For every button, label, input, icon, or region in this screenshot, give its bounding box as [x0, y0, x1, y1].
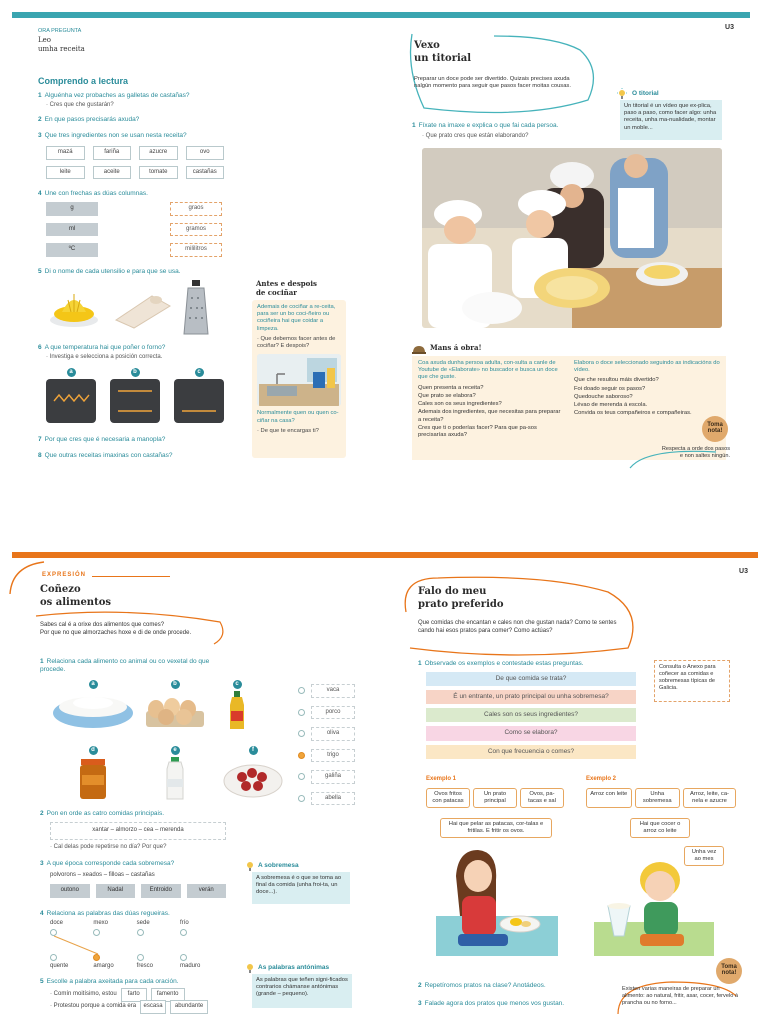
option-label: a [67, 368, 76, 377]
source-list [298, 684, 364, 805]
activity-2-intro: Elabora o doce seleccionado seguindo as indicacións do vídeo. [574, 360, 720, 374]
source-option[interactable] [298, 684, 364, 698]
source-label: abella [311, 792, 355, 806]
toma-nota-text: Respecta a orde dos pasos e non saltes ningún. [661, 446, 730, 459]
side-bullet-1: · Que debemos facer antes de cociñar? E despois? [257, 335, 336, 350]
page-title: Coñezo os alimentos [40, 584, 111, 608]
food-item-eggs[interactable] [142, 680, 208, 735]
activity-2-item: Quedouche saboroso? [574, 393, 633, 400]
food-label: f [249, 746, 258, 755]
page-title: Falo do meu prato preferido [418, 586, 504, 610]
example-1-bubbles [426, 788, 564, 808]
question-1: 1 Observade os exemplos e contestade estas preguntas. [418, 660, 584, 667]
match-point[interactable] [50, 954, 57, 961]
tip-title: O titorial [632, 90, 659, 97]
season-box[interactable]: Entroido [141, 884, 181, 898]
source-label: porco [311, 706, 355, 720]
ingredient-grid [46, 146, 224, 179]
speech-bubble: Ovos, pa-tacas e sal [520, 788, 564, 808]
food-label: d [89, 746, 98, 755]
food-item-honey[interactable] [50, 746, 136, 805]
example-2-bubbles [586, 788, 736, 808]
radio-icon [298, 709, 305, 716]
speech-bubble: Hai que cocer o arroz co leite [630, 818, 690, 838]
unit-left[interactable]: g [46, 202, 98, 216]
word-top: mexo [93, 920, 108, 926]
top-bar [12, 12, 750, 18]
word-option[interactable]: famento [151, 988, 185, 1002]
seasons-row [50, 884, 226, 898]
option-label: c [195, 368, 204, 377]
question-6: 6 A que temperatura hai que poñer o forno? [38, 344, 166, 351]
radio-icon [298, 773, 305, 780]
oven-heat-icon [46, 379, 96, 423]
radio-icon [298, 752, 305, 759]
cooking-photo [422, 148, 722, 328]
oil-bottle-icon [222, 691, 252, 731]
side-text-1: Ademais de cociñar a re-ceita, para ser un bo coci-ñeiro ou cociñeira hai que coidar a limpeza. [257, 304, 336, 332]
page-1 [30, 22, 360, 492]
page-number: U3 [725, 24, 734, 31]
section-heading: Comprendo a lectura [38, 76, 129, 86]
activity-column-2 [574, 360, 720, 418]
oven-option-a[interactable] [46, 368, 96, 423]
activity-1-intro: Coa axuda dunha persoa adulta, con-sulta a canle de Youtube de «Elaborate» no buscador e busca un doce que che guste. [418, 360, 558, 381]
activity-2-item: Foi doado seguir os pasos? [574, 385, 646, 392]
food-label: b [171, 680, 180, 689]
sentence-2 [50, 1000, 208, 1014]
sentence-text: · Comín moitísimo, estou [50, 991, 117, 997]
eggs-icon [142, 691, 208, 731]
guide-question: Cales son os seus ingredientes? [426, 708, 636, 722]
guide-question: Con que frecuencia o comes? [426, 745, 636, 759]
question-6-sub: · Investiga e selecciona a posición correcta. [46, 354, 163, 360]
season-box[interactable]: verán [187, 884, 227, 898]
side-text-2: Normalmente quen ou quen co-ciñar na casa? [257, 410, 339, 424]
source-label: oliva [311, 727, 355, 741]
question-4: 4 Une con frechas as dúas columnas. [38, 190, 148, 197]
word-option[interactable]: abundante [170, 1000, 208, 1014]
question-1: 1 Alguénha vez probaches as galletas de castañas? [38, 92, 190, 99]
radio-icon [298, 687, 305, 694]
tip-icon [616, 88, 628, 100]
radio-icon [298, 795, 305, 802]
word-option[interactable]: farto [121, 988, 147, 1002]
activity-2-item: Que che resultou máis divertido? [574, 377, 659, 384]
section-tag: ORA PREGUNTA [38, 28, 82, 34]
question-2: 2 En que pasos precisarás axuda? [38, 116, 140, 123]
page-title: Vexo un titorial [414, 40, 472, 64]
tip-1-icon [244, 860, 256, 872]
speech-bubble: Un prato principal [473, 788, 517, 808]
food-label: e [171, 746, 180, 755]
question-2-sub: · Cal delas pode repetirse no día? Por que? [50, 844, 167, 850]
match-point[interactable] [93, 954, 100, 961]
word-option[interactable]: escasa [140, 1000, 166, 1014]
activity-2-item: Lévao de merenda á escola. [574, 402, 648, 409]
source-option[interactable] [298, 749, 364, 763]
season-box[interactable]: Nadal [96, 884, 136, 898]
honey-jar-icon [50, 757, 136, 801]
question-2: 2 Pon en orde as catro comidas principais. [40, 810, 165, 817]
guide-question: É un entrante, un prato principal ou unha sobremesa? [426, 690, 636, 704]
word-bottom: fresco [136, 963, 153, 969]
unit-left[interactable]: ml [46, 223, 98, 237]
oven-options [46, 368, 226, 428]
source-option[interactable] [298, 727, 364, 741]
girl-illustration [436, 846, 558, 956]
tip-2-icon [244, 962, 256, 974]
speech-bubble: Hai que pelar as patacas, cor-talas e fritilas. E fritir os ovos. [440, 818, 552, 838]
question-4: 4 Relaciona as palabras das dúas regueiras. [40, 910, 170, 917]
ingredient-box[interactable]: leite [46, 166, 85, 180]
side-panel [252, 300, 346, 458]
activity-1-item: Que prato se elabora? [418, 392, 476, 399]
juicer-image [46, 284, 102, 332]
bottom-bar [12, 552, 758, 558]
activity-1-item: Cales son os seus ingredientes? [418, 401, 502, 408]
hands-on-icon [412, 344, 426, 354]
question-list [426, 672, 636, 759]
word-bottom: maduro [179, 963, 201, 969]
milk-bottle-icon [142, 757, 208, 801]
question-1-sub: · Que prato cres que están elaborando? [422, 133, 529, 139]
oven-heat-icon [174, 379, 224, 423]
source-label: vaca [311, 684, 355, 698]
ingredient-box[interactable]: aceite [93, 166, 132, 180]
word-bottom: amargo [93, 963, 114, 969]
meals-box[interactable]: xantar – almorzo – cea – merenda [50, 822, 226, 840]
activity-1-item: Ademais dos ingredientes, que necesitas para preparar a receita? [418, 409, 561, 423]
example-1-label: Exemplo 1 [426, 776, 457, 782]
speech-bubble: Ovos fritos con patacas [426, 788, 470, 808]
chorizo-plate-icon [222, 757, 284, 801]
source-option[interactable] [298, 792, 364, 806]
page-2 [398, 22, 738, 492]
question-5: 5 Escolle a palabra axeitada para cada oración. [40, 978, 179, 985]
speech-bubble: Arroz, leite, ca-nela e azucre [683, 788, 736, 808]
tip-box [620, 100, 722, 140]
ingredient-box[interactable]: mazá [46, 146, 85, 160]
intro-text: Sabes cal é a orixe dos alimentos que comes? Por que no que almorzaches hoxe e di de onde procede. [40, 622, 192, 636]
intro-text: Que comidas che encantan e cales non che gustan nada? Como te sentes cando hai esos pratos para comer? Como actúas? [418, 620, 617, 634]
page-4 [398, 562, 748, 1018]
food-label: a [89, 680, 98, 689]
page-number: U3 [739, 568, 748, 575]
word-bottom: quente [50, 963, 69, 969]
desserts-list: polvorons – xeados – filloas – castañas [50, 872, 155, 878]
ingredient-box[interactable]: ovo [186, 146, 225, 160]
activity-1-item: Cres que ti o poderías facer? Para que pa-sos precisarías axuda? [418, 424, 537, 439]
activity-column-1 [418, 360, 564, 439]
tip-text: Un titorial é un vídeo que ex-plica, paso a paso, como facer algo: unha receita, unha ma-nualidade, montar un moble... [624, 103, 717, 131]
oven-option-c[interactable] [174, 368, 224, 423]
match-point[interactable] [180, 929, 187, 936]
option-label: b [131, 368, 140, 377]
units-left-column [46, 202, 98, 257]
boy-illustration [594, 856, 714, 956]
match-point[interactable] [137, 954, 144, 961]
speech-bubble: Unha sobremesa [635, 788, 681, 808]
question-1: 1 Relaciona cada alimento co animal ou co vexetal do que procede. [40, 658, 210, 674]
page-3 [30, 562, 370, 1018]
title-swoosh [398, 572, 648, 658]
grater-image [182, 280, 210, 336]
radio-icon [298, 730, 305, 737]
section-tag: EXPRESIÓN [42, 572, 87, 578]
match-point[interactable] [137, 929, 144, 936]
question-8: 8 Que outras receitas imaxinas con castañas? [38, 452, 173, 459]
guide-question: Como se elabora? [426, 726, 636, 740]
side-title: Antes e despois de cociñar [256, 279, 317, 297]
question-5: 5 Di o nome de cada utensilio e para que se usa. [38, 268, 181, 275]
food-item-flour[interactable] [50, 680, 136, 735]
unit-right[interactable]: gramos [170, 223, 222, 237]
example-2-label: Exemplo 2 [586, 776, 617, 782]
ingredient-box[interactable]: tomate [139, 166, 178, 180]
units-right-column [170, 202, 222, 257]
kitchen-sink-image [257, 354, 341, 406]
tip-1-box: A sobremesa é o que se toma ao final da comida (unha froi-ta, un doce...). [252, 872, 350, 904]
ingredient-box[interactable]: castañas [186, 166, 225, 180]
word-match [50, 920, 210, 972]
speech-bubble: Unha vez ao mes [684, 846, 724, 866]
intro-text: Preparar un doce pode ser divertido. Quizais precises axuda nalgún momento para seguir que pasos facer moitas cousas. [414, 76, 571, 90]
word-top: sede [136, 920, 150, 926]
question-2: 2 Repetíromos pratos na clase? Anotádeos. [418, 982, 546, 989]
question-7: 7 Por que cres que é necesaria a manopla? [38, 436, 166, 443]
source-option[interactable] [298, 706, 364, 720]
guide-question: De que comida se trata? [426, 672, 636, 686]
source-option[interactable] [298, 770, 364, 784]
speech-bubble: Arroz con leite [586, 788, 632, 808]
sentence-text: · Protestou porque a comida era [50, 1003, 137, 1009]
question-1-sub: · Cres que che gustarán? [46, 102, 114, 108]
unit-right[interactable]: graos [170, 202, 222, 216]
match-point[interactable] [180, 954, 187, 961]
hands-on-title: Mans á obra! [430, 343, 482, 352]
season-box[interactable]: outono [50, 884, 90, 898]
food-grid [46, 680, 286, 808]
flour-bowl-icon [50, 691, 136, 731]
side-bullet-2: · De que te encargas ti? [257, 427, 319, 434]
unit-left[interactable]: ºC [46, 243, 98, 257]
food-label: c [233, 680, 242, 689]
ingredient-box[interactable]: fariña [93, 146, 132, 160]
toma-nota-text: Existen varias maneiras de preparar un alimento: ao natural, fritir, asar, cocer, fervelo á prancha ou no forno... [622, 986, 738, 1006]
word-top: frío [179, 920, 189, 926]
parchment-paper-image [112, 290, 172, 330]
question-3: 3 A que época corresponde cada sobremesa? [40, 860, 175, 867]
toma-nota-badge: Toma nota! [702, 416, 728, 442]
toma-nota-badge: Toma nota! [716, 958, 742, 984]
oven-option-b[interactable] [110, 368, 160, 423]
food-item-oil[interactable] [222, 680, 252, 735]
tip-2-box: As palabras que teñen signi-ficados contrarios chámanse antónimas (grande – pequeno). [252, 974, 352, 1008]
activity-2-item: Convida os teus compañeiros e compañeiras. [574, 410, 692, 417]
question-3: 3 Falade agora dos pratos que menos vos gustan. [418, 1000, 565, 1007]
question-1: 1 Fíxate na imaxe e explica o que fai cada persoa. [412, 122, 559, 129]
oven-heat-icon [110, 379, 160, 423]
tip-2-title: As palabras antónimas [258, 964, 330, 971]
tip-1-title: A sobremesa [258, 862, 299, 869]
question-3: 3 Que tres ingredientes non se usan nesta receita? [38, 132, 187, 139]
source-label: galiña [311, 770, 355, 784]
word-top: doce [50, 920, 64, 926]
food-item-milk[interactable] [142, 746, 208, 805]
activity-1-item: Quen presenta a receita? [418, 384, 484, 391]
source-label: trigo [311, 749, 355, 763]
annex-tip: Consulta o Anexo para coñecer as comidas e sobremesas típicas de Galicia. [654, 660, 730, 702]
unit-right[interactable]: mililitros [170, 243, 222, 257]
food-item-sausage[interactable] [222, 746, 284, 805]
ingredient-box[interactable]: azucre [139, 146, 178, 160]
page-title: Leo umha receita [38, 36, 85, 53]
tag-underline [92, 576, 170, 577]
